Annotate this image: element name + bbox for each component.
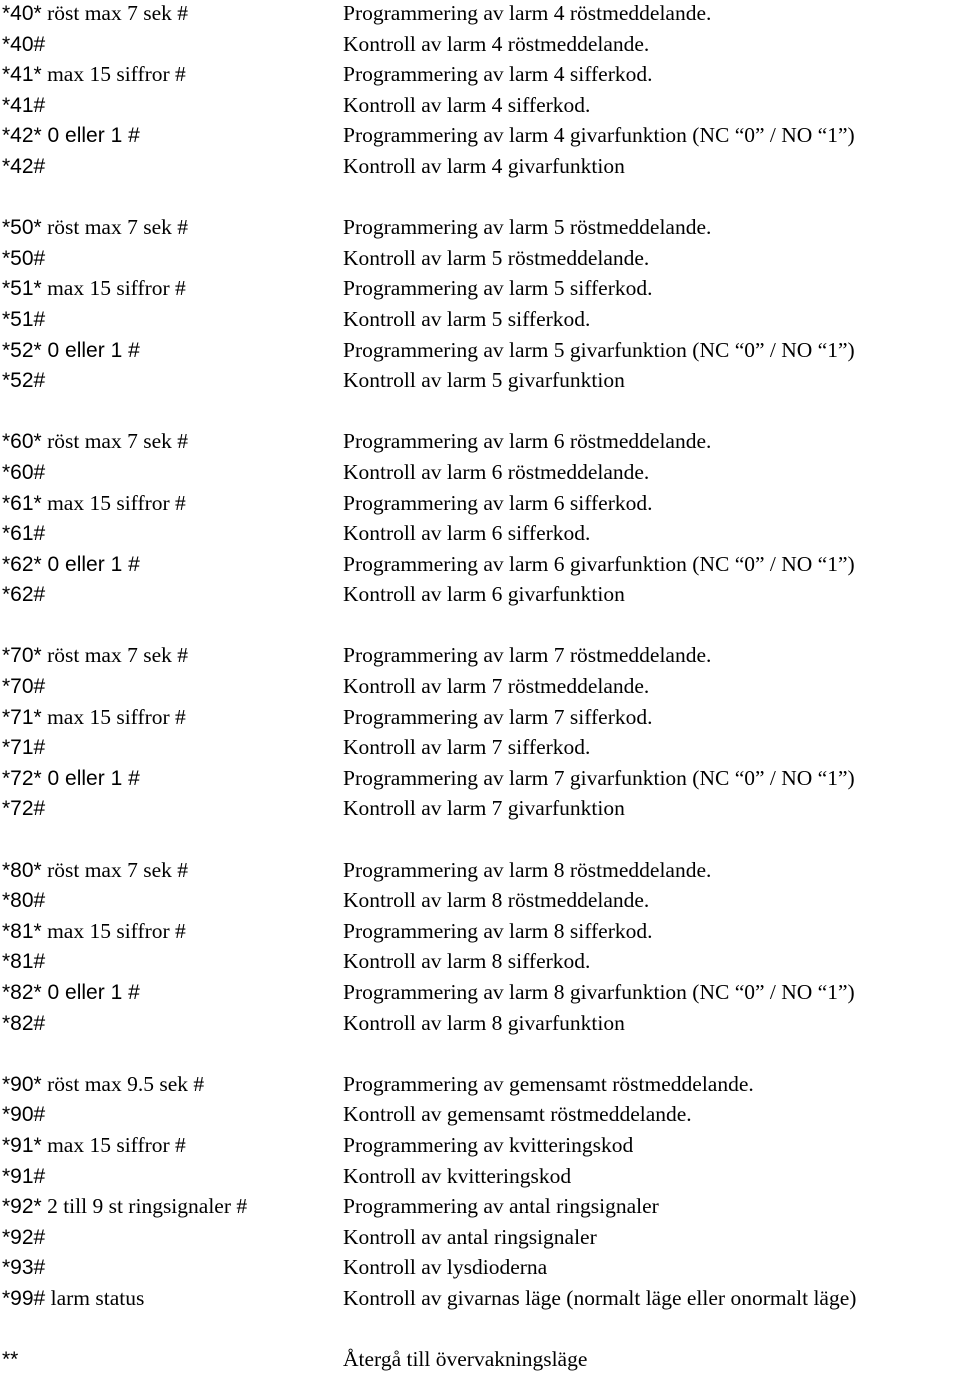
command-code — [2, 1344, 343, 1376]
command-code-keys: *91# — [2, 1164, 46, 1188]
command-row — [2, 579, 958, 610]
command-group — [2, 0, 958, 182]
command-code-keys: *80* — [2, 858, 42, 882]
command-code-note: max 15 siffror # — [41, 276, 186, 301]
command-row — [2, 1252, 958, 1283]
command-code-keys: *71# — [2, 736, 46, 760]
command-code — [2, 855, 343, 887]
command-code — [2, 1252, 343, 1284]
command-description: Programmering av larm 8 röstmeddelande. — [343, 857, 712, 882]
command-code — [2, 457, 343, 489]
command-row — [2, 549, 958, 580]
command-code — [2, 579, 343, 611]
command-row — [2, 732, 958, 763]
command-code — [2, 1008, 343, 1040]
command-code-keys: *91* — [2, 1133, 42, 1157]
command-row — [2, 151, 958, 182]
command-code-keys: *72# — [2, 797, 46, 821]
command-code-note: 2 till 9 st ringsignaler # — [41, 1194, 248, 1219]
command-code-note: röst max 7 sek # — [41, 429, 189, 454]
command-code-keys: *50* — [2, 216, 42, 240]
command-code-keys: *81# — [2, 950, 46, 974]
command-code-keys: *52* 0 eller 1 # — [2, 338, 140, 362]
command-row — [2, 763, 958, 794]
command-description: Kontroll av larm 7 röstmeddelande. — [343, 674, 650, 699]
command-code-keys: *52# — [2, 369, 46, 393]
command-row — [2, 59, 958, 90]
command-code-keys: *50# — [2, 246, 46, 270]
command-description: Programmering av larm 5 röstmeddelande. — [343, 215, 712, 240]
command-code-keys: *62* 0 eller 1 # — [2, 552, 140, 576]
command-code — [2, 90, 343, 122]
command-code-keys: *62# — [2, 583, 46, 607]
command-description: Kontroll av gemensamt röstmeddelande. — [343, 1102, 692, 1127]
command-code — [2, 243, 343, 275]
command-code — [2, 120, 343, 152]
command-description: Kontroll av larm 8 sifferkod. — [343, 949, 591, 974]
command-code — [2, 885, 343, 917]
command-code-keys: *40# — [2, 32, 46, 56]
command-description: Programmering av larm 4 röstmeddelande. — [343, 1, 712, 25]
command-code-note: max 15 siffror # — [41, 62, 186, 87]
command-code-keys: *90# — [2, 1103, 46, 1127]
command-code-note: max 15 siffror # — [41, 704, 186, 729]
command-code-keys: ** — [2, 1348, 19, 1372]
command-list — [2, 0, 958, 1375]
command-row — [2, 1283, 958, 1314]
command-code-keys: *72* 0 eller 1 # — [2, 766, 140, 790]
command-row — [2, 304, 958, 335]
command-row — [2, 855, 958, 886]
command-code — [2, 1099, 343, 1131]
command-code-keys: *40* — [2, 2, 42, 25]
command-row — [2, 640, 958, 671]
command-row — [2, 1222, 958, 1253]
command-row — [2, 365, 958, 396]
command-code-keys: *82* 0 eller 1 # — [2, 981, 140, 1004]
command-code-keys: *42* 0 eller 1 # — [2, 124, 140, 148]
command-code-note: larm status — [45, 1285, 145, 1310]
command-description: Programmering av larm 8 sifferkod. — [343, 918, 653, 943]
command-code-note: max 15 siffror # — [41, 490, 186, 515]
command-code — [2, 1222, 343, 1254]
command-row — [2, 1344, 958, 1375]
command-code — [2, 732, 343, 764]
command-code-keys: *80# — [2, 889, 46, 913]
command-code — [2, 640, 343, 672]
command-code-keys: *70# — [2, 675, 46, 699]
command-description: Kontroll av larm 4 röstmeddelande. — [343, 31, 650, 56]
command-code — [2, 1283, 343, 1315]
command-description: Programmering av larm 7 givarfunktion (NC “0” / NO “1”) — [343, 765, 855, 790]
command-code-keys: *90* — [2, 1072, 42, 1096]
command-code-note: max 15 siffror # — [41, 918, 186, 943]
command-row — [2, 977, 958, 1008]
command-group — [2, 1344, 958, 1375]
command-row — [2, 702, 958, 733]
command-code — [2, 977, 343, 1009]
command-row — [2, 1191, 958, 1222]
command-row — [2, 212, 958, 243]
command-description: Programmering av larm 5 sifferkod. — [343, 276, 653, 301]
command-description: Programmering av larm 7 sifferkod. — [343, 704, 653, 729]
command-row — [2, 916, 958, 947]
command-row — [2, 885, 958, 916]
command-description: Kontroll av larm 7 givarfunktion — [343, 796, 625, 821]
command-code-keys: *61* — [2, 491, 42, 515]
command-code-note: röst max 7 sek # — [41, 215, 189, 240]
command-description: Programmering av larm 7 röstmeddelande. — [343, 643, 712, 668]
command-description: Kontroll av larm 4 sifferkod. — [343, 92, 591, 117]
command-row — [2, 457, 958, 488]
command-code — [2, 1161, 343, 1193]
command-description: Kontroll av antal ringsignaler — [343, 1224, 597, 1249]
command-code-note: röst max 7 sek # — [41, 1, 189, 25]
command-code-keys: *41# — [2, 93, 46, 117]
command-code — [2, 763, 343, 795]
command-row — [2, 90, 958, 121]
command-code — [2, 365, 343, 397]
command-code-keys: *70* — [2, 644, 42, 668]
command-description: Kontroll av larm 6 givarfunktion — [343, 582, 625, 607]
command-code-keys: *41* — [2, 63, 42, 87]
command-code — [2, 59, 343, 91]
command-row — [2, 1069, 958, 1100]
command-description: Kontroll av larm 5 sifferkod. — [343, 306, 591, 331]
command-code-keys: *60# — [2, 460, 46, 484]
command-description: Kontroll av larm 5 givarfunktion — [343, 368, 625, 393]
command-description: Programmering av larm 6 givarfunktion (NC “0” / NO “1”) — [343, 551, 855, 576]
command-row — [2, 488, 958, 519]
command-description: Programmering av larm 6 röstmeddelande. — [343, 429, 712, 454]
command-row — [2, 518, 958, 549]
command-row — [2, 671, 958, 702]
command-group — [2, 640, 958, 824]
command-description: Kontroll av larm 8 givarfunktion — [343, 1010, 625, 1035]
command-code-keys: *71* — [2, 705, 42, 729]
command-description: Programmering av larm 8 givarfunktion (NC “0” / NO “1”) — [343, 980, 855, 1004]
command-code-keys: *60* — [2, 430, 42, 454]
command-row — [2, 1130, 958, 1161]
command-description: Programmering av kvitteringskod — [343, 1132, 634, 1157]
command-code-keys: *82# — [2, 1011, 46, 1035]
command-description: Kontroll av lysdioderna — [343, 1255, 548, 1280]
command-description: Kontroll av larm 5 röstmeddelande. — [343, 245, 650, 270]
command-description: Kontroll av larm 7 sifferkod. — [343, 735, 591, 760]
command-code — [2, 212, 343, 244]
command-code — [2, 426, 343, 458]
command-group — [2, 1069, 958, 1314]
command-code — [2, 1130, 343, 1162]
command-row — [2, 793, 958, 824]
command-code-keys: *42# — [2, 154, 46, 178]
command-code-keys: *92# — [2, 1225, 46, 1249]
command-row — [2, 946, 958, 977]
command-description: Kontroll av givarnas läge (normalt läge eller onormalt läge) — [343, 1285, 857, 1310]
command-code-note: röst max 7 sek # — [41, 643, 189, 668]
command-description: Kontroll av kvitteringskod — [343, 1163, 572, 1188]
command-description: Kontroll av larm 4 givarfunktion — [343, 153, 625, 178]
command-code — [2, 549, 343, 581]
command-code — [2, 304, 343, 336]
command-row — [2, 335, 958, 366]
command-row — [2, 0, 958, 29]
command-group — [2, 855, 958, 1039]
command-code — [2, 29, 343, 61]
command-code-keys: *51* — [2, 277, 42, 301]
command-description: Programmering av gemensamt röstmeddelande. — [343, 1071, 754, 1096]
command-code-keys: *51# — [2, 307, 46, 331]
command-description: Programmering av larm 5 givarfunktion (NC “0” / NO “1”) — [343, 337, 855, 362]
command-code-keys: *99# — [2, 1286, 46, 1310]
command-description: Programmering av larm 4 sifferkod. — [343, 62, 653, 87]
command-code — [2, 916, 343, 948]
command-code — [2, 1191, 343, 1223]
command-code — [2, 702, 343, 734]
command-description: Kontroll av larm 6 sifferkod. — [343, 521, 591, 546]
command-code-note: max 15 siffror # — [41, 1132, 186, 1157]
command-code-keys: *81* — [2, 919, 42, 943]
command-code-note: röst max 7 sek # — [41, 857, 189, 882]
command-code-keys: *92* — [2, 1195, 42, 1219]
command-code — [2, 671, 343, 703]
command-code — [2, 0, 343, 30]
command-code — [2, 151, 343, 183]
command-row — [2, 120, 958, 151]
command-description: Programmering av larm 4 givarfunktion (NC “0” / NO “1”) — [343, 123, 855, 148]
command-code — [2, 518, 343, 550]
command-row — [2, 426, 958, 457]
command-description: Kontroll av larm 6 röstmeddelande. — [343, 459, 650, 484]
command-row — [2, 273, 958, 304]
command-description: Programmering av larm 6 sifferkod. — [343, 490, 653, 515]
command-row — [2, 1008, 958, 1039]
command-code — [2, 273, 343, 305]
command-row — [2, 1161, 958, 1192]
command-description: Kontroll av larm 8 röstmeddelande. — [343, 888, 650, 913]
command-code — [2, 793, 343, 825]
command-code-keys: *93# — [2, 1256, 46, 1280]
command-group — [2, 426, 958, 610]
command-description: Programmering av antal ringsignaler — [343, 1194, 659, 1219]
command-row — [2, 243, 958, 274]
command-group — [2, 212, 958, 396]
command-code — [2, 1069, 343, 1101]
command-code — [2, 946, 343, 978]
command-code — [2, 335, 343, 367]
command-row — [2, 29, 958, 60]
command-code-note: röst max 9.5 sek # — [41, 1071, 205, 1096]
command-row — [2, 1099, 958, 1130]
command-code-keys: *61# — [2, 522, 46, 546]
command-code — [2, 488, 343, 520]
command-description: Återgå till övervakningsläge — [343, 1347, 588, 1372]
